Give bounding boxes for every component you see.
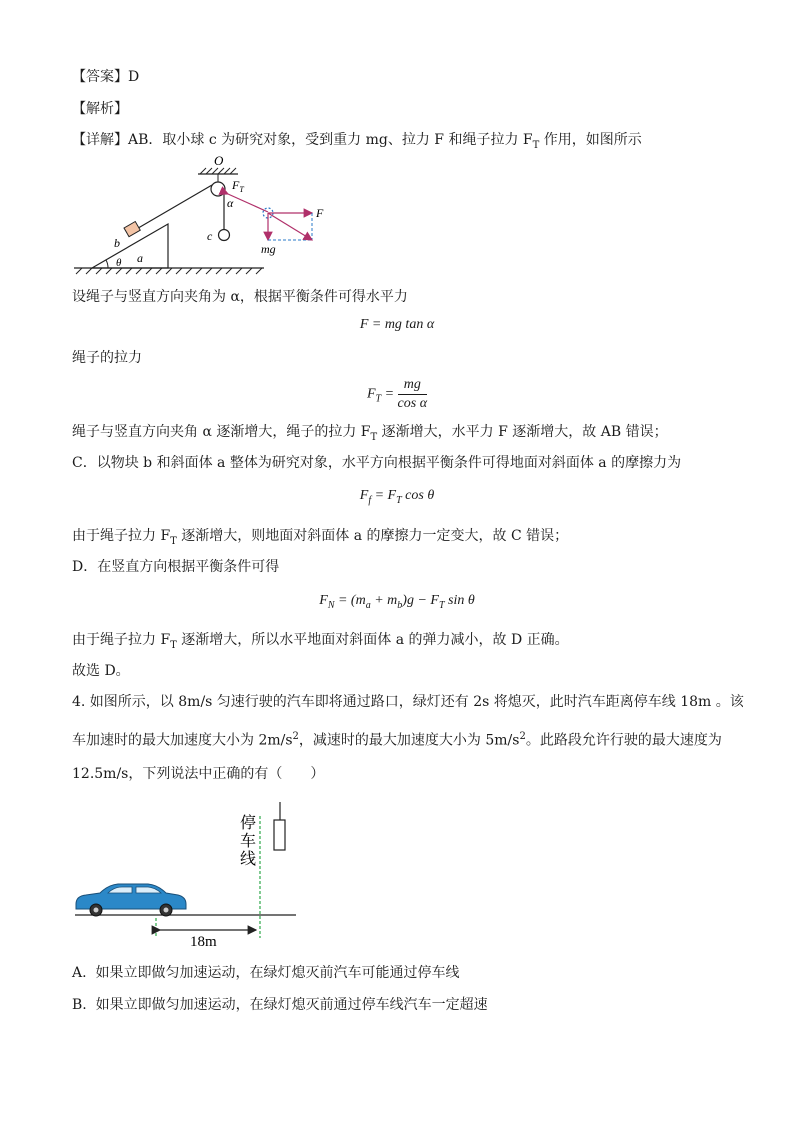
answer-value: D	[128, 69, 140, 85]
svg-text:车: 车	[240, 833, 257, 850]
line-ab: 绳子与竖直方向夹角 α 逐渐增大，绳子的拉力 $F_T$ 逐渐增大，水平力 F 逐渐增大，故 AB 错误；	[72, 424, 668, 443]
detail-label: 【详解】	[72, 132, 128, 148]
figure-incline-pulley	[68, 152, 338, 277]
line-angle: 设绳子与竖直方向夹角为 α，根据平衡条件可得水平力	[72, 289, 408, 305]
detail-text: AB．取小球 c 为研究对象，受到重力 mg、拉力 F 和绳子拉力 F	[128, 132, 533, 148]
svg-text:线: 线	[240, 851, 257, 868]
equation-4: $F_N = (m_a + m_b)g - F_T$ sin θ	[319, 593, 475, 611]
option-b: B. 如果立即做匀加速运动，在绿灯熄灭前通过停车线汽车一定超速	[72, 997, 488, 1013]
equation-3: $F_f = F_T$ cos θ	[359, 488, 435, 506]
line-d: D．在竖直方向根据平衡条件可得	[72, 559, 280, 575]
answer-line	[72, 67, 139, 87]
svg-text:θ: θ	[116, 257, 122, 269]
line-c2: 由于绳子拉力 $F_T$ 逐渐增大，则地面对斜面体 a 的摩擦力一定变大，故 C 错误；	[72, 528, 569, 547]
svg-text:F: F	[316, 206, 324, 220]
equation-1: F = mg tan α	[359, 317, 435, 332]
pulley	[211, 182, 225, 196]
label-O: O	[214, 153, 224, 168]
car	[76, 884, 186, 916]
question-4-line-1: 4. 如图所示，以 8m/s 匀速行驶的汽车即将通过路口，绿灯还有 2s 将熄灭，此时汽车距离停车线 18m 。该	[72, 694, 744, 710]
svg-text:c: c	[207, 229, 213, 243]
ball-c	[219, 230, 230, 241]
analysis-label: 【解析】	[72, 101, 128, 117]
equation-2: $F_T$ = $\frac{mg}{\text{cos α}}$	[366, 377, 428, 411]
line-c: C．以物块 b 和斜面体 a 整体为研究对象，水平方向根据平衡条件可得地面对斜面体 a 的摩擦力为	[72, 455, 682, 471]
line-select: 故选 D。	[72, 663, 130, 679]
traffic-light	[274, 820, 285, 850]
option-a: A. 如果立即做匀加速运动，在绿灯熄灭前汽车可能通过停车线	[72, 965, 460, 981]
svg-text:a: a	[137, 251, 143, 265]
block-b	[124, 222, 140, 237]
svg-text:FT: $F_T$	[232, 178, 244, 194]
figure-car-stop-line	[70, 796, 310, 951]
answer-label: 【答案】	[72, 69, 128, 85]
line-d2: 由于绳子拉力 $F_T$ 逐渐增大，所以水平地面对斜面体 a 的弹力减小，故 D 正确。	[72, 632, 569, 651]
distance-label: 18m	[190, 934, 217, 950]
line-tension: 绳子的拉力	[72, 350, 142, 366]
detail-line: 【详解】AB．取小球 c 为研究对象，受到重力 mg、拉力 F 和绳子拉力 $F_T$ 作用，如图所示	[72, 132, 642, 151]
svg-text:b: b	[114, 236, 120, 250]
question-4-line-3: 12.5m/s，下列说法中正确的有（ ）	[72, 766, 325, 782]
svg-text:α: α	[227, 196, 234, 210]
question-4-line-2: 车加速时的最大加速度大小为 $2m/s^2$，减速时的最大加速度大小为 $5m/s^2$。此路段允许行驶的最大速度为	[72, 731, 722, 749]
svg-text:mg: mg	[261, 242, 276, 256]
svg-text:停: 停	[240, 815, 257, 832]
